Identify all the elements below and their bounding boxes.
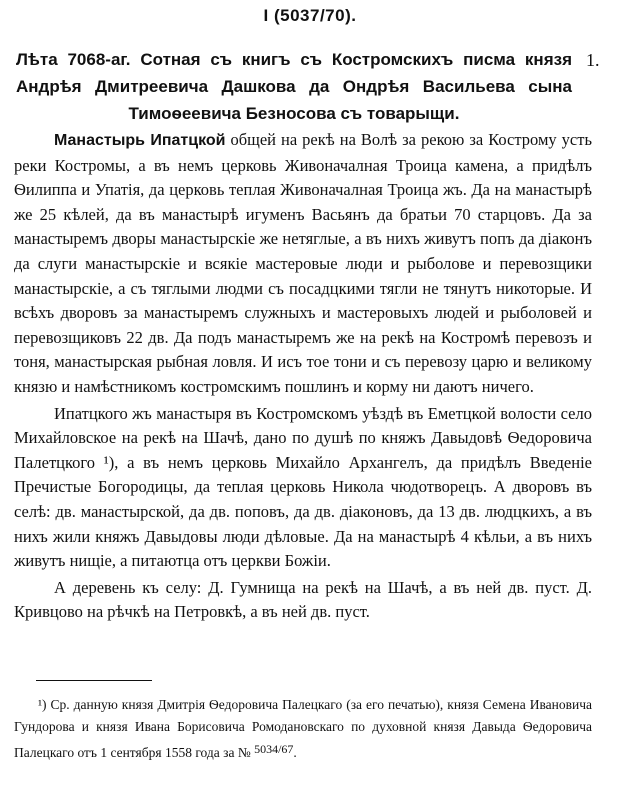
footnote-marker: ¹) — [38, 697, 47, 712]
paragraph-lead: Манастырь Ипатцкой — [54, 132, 226, 149]
paragraph-3 — [14, 576, 592, 625]
document-number: I (5037/70). — [263, 6, 357, 25]
footnote-reference: 5034/67 — [254, 742, 294, 756]
paragraph-text: А деревень къ селу: Д. Гумнища на рекѣ на Шачѣ, а въ ней дв. пуст. Д. Кривцово на рѣчкѣ на Петровкѣ, а въ ней дв. пуст. — [14, 577, 592, 622]
footnote — [14, 694, 592, 764]
document-body — [14, 128, 592, 625]
footnote-divider — [36, 680, 152, 681]
paragraph-text: общей на рекѣ на Волѣ за рекою за Кострому усть реки Костромы, а въ немъ церковь Живоначалная Троица камена, а придѣлъ Ѳилиппа и Упатія, да церковь теплая Живоначалная Троица жъ. Да на манастырѣ же 25 кѣлей, да въ манастырѣ игуменъ Васьянъ да братьи 70 старцовъ. Да за манастыремъ дворы манастырскіе же нетяглые, а въ нихъ живутъ попъ да діаконъ да слуги манастырскіе и всякіе мастеровые люди и рыболове и перевозщики манастырскіе, а съ тяглыми людми съ посадцкими тягли не тянутъ никоторые. И всѣхъ дворовъ за манастыремъ служныхъ и мастеровыхъ людей и рыболовей и перевозщиковъ 22 дв. Да подъ манастыремъ же на рекѣ на Костромѣ перевозъ и тоня, манастырская рыбная ловля. И исъ тое тони и съ перевозу царю и великому князю и намѣстникомъ костромскимъ пошлинъ и корму ни даютъ ничего. — [14, 130, 592, 396]
page-number: 1. — [586, 50, 600, 70]
footnote-end: . — [293, 745, 297, 760]
paragraph-1 — [14, 128, 592, 400]
paragraph-text: Ипатцкого жъ манастыря въ Костромскомъ уѣздѣ въ Еметцкой волости село Михайловское на рекѣ на Шачѣ, дано по душѣ по княжъ Давыдовѣ Ѳедоровича Палетцкого ¹), а въ немъ церковь Михайло Архангелъ, да придѣлъ Введеніе Пречистые Богородицы, да теплая церковь Никола чюдотворецъ. А дворовъ въ селѣ: дв. манастырской, да дв. поповъ, да дв. діаконовъ, да 13 дв. людцкихъ, а въ нихъ жили княжъ Давыдовы люди дѣловые. Да на манастырѣ 4 кѣльи, а въ нихъ живутъ нищіе, а питаютца отъ церкви Божіи. — [14, 403, 592, 571]
footnote-text: Ср. данную князя Дмитрія Ѳедоровича Палецкаго (за его печатью), князя Семена Ивановича Гундорова и князя Ивана Борисовича Ромодановскаго по духовной князя Давыда Ѳедоровича Палецкаго отъ 1 сентября 1558 года за № — [14, 697, 592, 760]
document-heading: Лѣта 7068-аг. Сотная съ книгъ съ Костромскихъ писма князя Андрѣя Дмитреевича Дашкова да Ондрѣя Васильева сына Тимоѳеевича Безносова съ товарыщи. — [16, 50, 572, 123]
paragraph-2 — [14, 402, 592, 574]
